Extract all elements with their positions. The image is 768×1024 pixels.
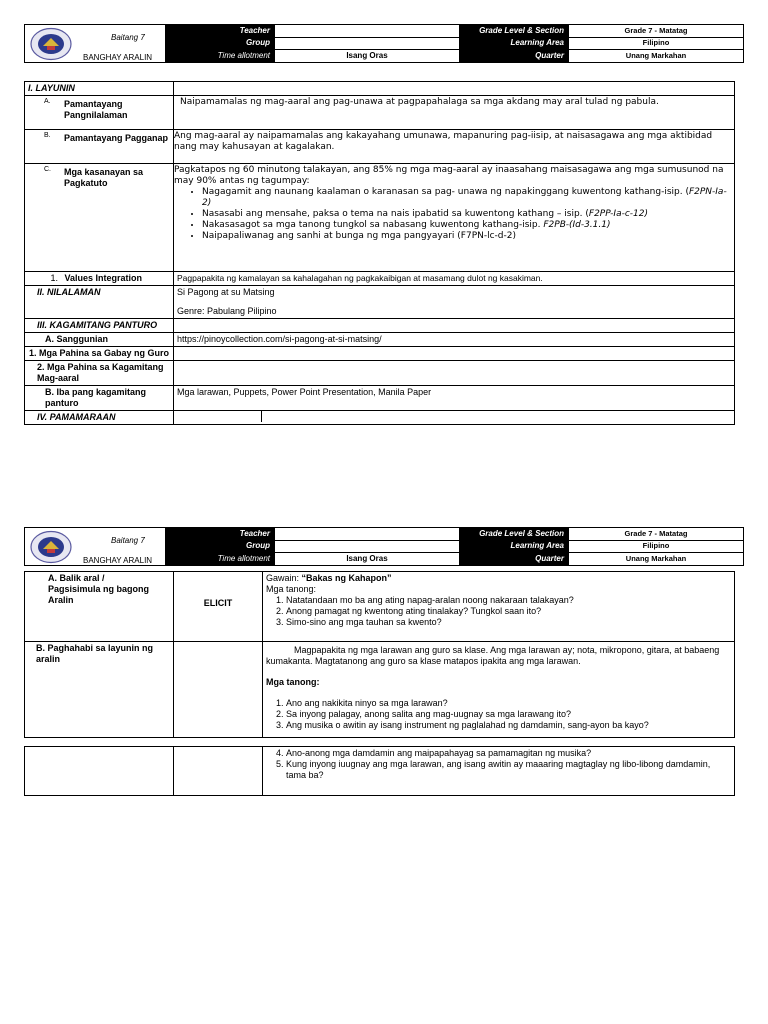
nilalaman-genre: Genre: Pabulang Pilipino <box>177 306 277 316</box>
grade-level-value: Grade 7 - Matatag <box>569 25 744 38</box>
gawain-line: Gawain: “Bakas ng Kahapon” <box>266 573 392 583</box>
mga-kasanayan-text <box>174 164 735 272</box>
pamantayang-pagganap-label: $^{B.}$ Pamantayang Pagganap <box>25 130 174 164</box>
deped-seal-icon <box>29 27 73 61</box>
paghahabi-middle <box>174 642 263 738</box>
question-item: 4. Ano-anong mga damdamin ang maipapahayag sa pamamagitan ng musika? <box>286 748 731 759</box>
grade-level-label: Grade Level & Section <box>460 528 569 541</box>
pamantayang-pangnilalaman-label: $^{A.}$ Pamantayang Pangnilalaman <box>25 96 174 130</box>
header-school-block <box>25 25 166 63</box>
layunin-heading-blank <box>174 82 735 96</box>
sanggunian-label: A. Sanggunian <box>25 333 174 347</box>
balik-aral-questions <box>266 595 731 628</box>
kasanayan-intro: Pagkatapos ng 60 minutong talakayan, ang 85% ng mga mag-aaral ay inaasahang maisasagawa ang mga sumusunod na may 90% antas ng tagumpay: <box>174 165 724 186</box>
values-integration-label: 1. Values Integration <box>25 272 174 286</box>
elicit-label: ELICIT <box>174 572 263 642</box>
balik-aral-label: A. Balik aral / Pagsisimula ng bagong Aralin <box>25 572 174 642</box>
page1-header <box>24 24 744 63</box>
pamamaraan-cells <box>174 411 735 425</box>
paghahabi-label: B. Paghahabi sa layunin ng aralin <box>25 642 174 738</box>
banghay-aralin-label: BANGHAY ARALIN <box>83 556 153 565</box>
paghahabi-paragraph: Magpapakita ng mga larawan ang guro sa klase. Ang mga larawan ay; nota, mikropono, gitara, at babaeng kumakanta. Magtatanong ang guro sa klase matapos ipakita ang mga larawan. <box>266 645 720 666</box>
iba-pang-kagamitan-label: B. Iba pang kagamitang panturo <box>25 386 174 411</box>
learning-area-value: Filipino <box>569 37 744 50</box>
question-item: 1. Ano ang nakikita ninyo sa mga larawan? <box>286 698 731 709</box>
kagamitang-panturo-heading: III. KAGAMITANG PANTURO <box>25 319 174 333</box>
continuation-middle-cell <box>174 747 263 796</box>
kasanayan-item: • Naipapaliwanag ang sanhi at bunga ng mga pangyayari (F7PN-lc-d-2) <box>202 231 731 242</box>
kasanayan-item: • Nakasasagot sa mga tanong tungkol sa nabasang kuwentong kathang-isip. F2PB-(Id-3.1.1) <box>202 220 731 231</box>
continuation-questions <box>266 748 731 781</box>
learning-area-label: Learning Area <box>460 37 569 50</box>
question-item: 2. Sa inyong palagay, anong salita ang mag-uugnay sa mga larawang ito? <box>286 709 731 720</box>
kagamitang-panturo-blank <box>174 319 735 333</box>
time-allotment-value: Isang Oras <box>275 553 460 566</box>
quarter-value: Unang Markahan <box>569 553 744 566</box>
time-allotment-label: Time allotment <box>166 553 275 566</box>
page2-header <box>24 527 744 566</box>
values-integration-text: Pagpapakita ng kamalayan sa kahalagahan ng pagkakaibigan at masamang dulot ng kasakiman. <box>174 272 735 286</box>
page1-layunin-table <box>24 81 735 425</box>
sanggunian-link[interactable]: https://pinoycollection.com/si-pagong-at-si-matsing/ <box>174 333 735 347</box>
group-field <box>275 37 460 50</box>
quarter-value: Unang Markahan <box>569 50 744 63</box>
question-item: 3. Ang musika o awitin ay isang instrument ng paglalahad ng damdamin, sang-ayon ba kayo? <box>286 720 731 731</box>
grade-level-value: Grade 7 - Matatag <box>569 528 744 541</box>
pamantayang-pangnilalaman-text: Naipamamalas ng mag-aaral ang pag-unawa at pagpapahalaga sa mga akdang may aral tulad ng pabula. <box>174 96 735 130</box>
quarter-label: Quarter <box>460 50 569 63</box>
page2-pamamaraan-table <box>24 571 735 738</box>
continuation-content <box>263 747 735 796</box>
pamamaraan-subcell <box>174 411 262 422</box>
quarter-label: Quarter <box>460 553 569 566</box>
learning-area-label: Learning Area <box>460 540 569 553</box>
deped-seal-icon <box>29 530 73 564</box>
kagamitang-mag-aaral-value <box>174 361 735 386</box>
baitang-label: Baitang 7 <box>111 33 145 42</box>
page2-continuation-table <box>24 746 735 796</box>
time-allotment-label: Time allotment <box>166 50 275 63</box>
baitang-label: Baitang 7 <box>111 536 145 545</box>
question-item: 3. Simo-sino ang mga tauhan sa kwento? <box>286 617 731 628</box>
grade-level-label: Grade Level & Section <box>460 25 569 38</box>
nilalaman-heading: II. NILALAMAN <box>25 286 174 319</box>
header-school-block <box>25 528 166 566</box>
balik-aral-content <box>263 572 735 642</box>
pamantayang-pagganap-text: Ang mag-aaral ay naipamamalas ang kakayahang umunawa, mapanuring pag-iisip, at naisasagawa ang mga aktibidad nang may kahusayan at kagalakan. <box>174 130 735 164</box>
group-field <box>275 540 460 553</box>
kasanayan-item: • Nasasabi ang mensahe, paksa o tema na nais ipabatid sa kuwentong kathang – isip. (F2PP-Ia-c-12) <box>202 209 731 220</box>
teacher-label: Teacher <box>166 528 275 541</box>
kasanayan-list <box>174 187 731 242</box>
mga-tanong-heading: Mga tanong: <box>266 677 320 687</box>
question-item: 1. Natatandaan mo ba ang ating napag-aralan noong nakaraan talakayan? <box>286 595 731 606</box>
nilalaman-text <box>174 286 735 319</box>
paghahabi-questions <box>266 698 731 731</box>
kasanayan-item: • Nagagamit ang naunang kaalaman o karanasan sa pag- unawa ng napakinggang kuwentong kathang-isip. (F2PN-Ia-2) <box>202 187 731 209</box>
continuation-label-cell <box>25 747 174 796</box>
time-allotment-value: Isang Oras <box>275 50 460 63</box>
nilalaman-title: Si Pagong at su Matsing <box>177 287 275 297</box>
question-item: 5. Kung inyong iuugnay ang mga larawan, ang isang awitin ay maaaring magtaglay ng libo-libong damdamin, tama ba? <box>286 759 731 781</box>
mga-tanong-label: Mga tanong: <box>266 584 317 594</box>
gabay-ng-guro-value <box>174 347 735 361</box>
teacher-field <box>275 528 460 541</box>
question-item: 2. Anong pamagat ng kwentong ating tinalakay? Tungkol saan ito? <box>286 606 731 617</box>
paghahabi-content <box>263 642 735 738</box>
mga-kasanayan-label: $^{C.}$ Mga kasanayan sa Pagkatuto <box>25 164 174 272</box>
iba-pang-kagamitan-text: Mga larawan, Puppets, Power Point Presentation, Manila Paper <box>174 386 735 411</box>
gabay-ng-guro-label: 1. Mga Pahina sa Gabay ng Guro <box>25 347 174 361</box>
pamamaraan-heading: IV. PAMAMARAAN <box>25 411 174 425</box>
kagamitang-mag-aaral-label: 2. Mga Pahina sa Kagamitang Mag-aaral <box>25 361 174 386</box>
learning-area-value: Filipino <box>569 540 744 553</box>
teacher-field <box>275 25 460 38</box>
group-label: Group <box>166 540 275 553</box>
teacher-label: Teacher <box>166 25 275 38</box>
banghay-aralin-label: BANGHAY ARALIN <box>83 53 153 62</box>
group-label: Group <box>166 37 275 50</box>
layunin-heading: I. LAYUNIN <box>25 82 174 96</box>
